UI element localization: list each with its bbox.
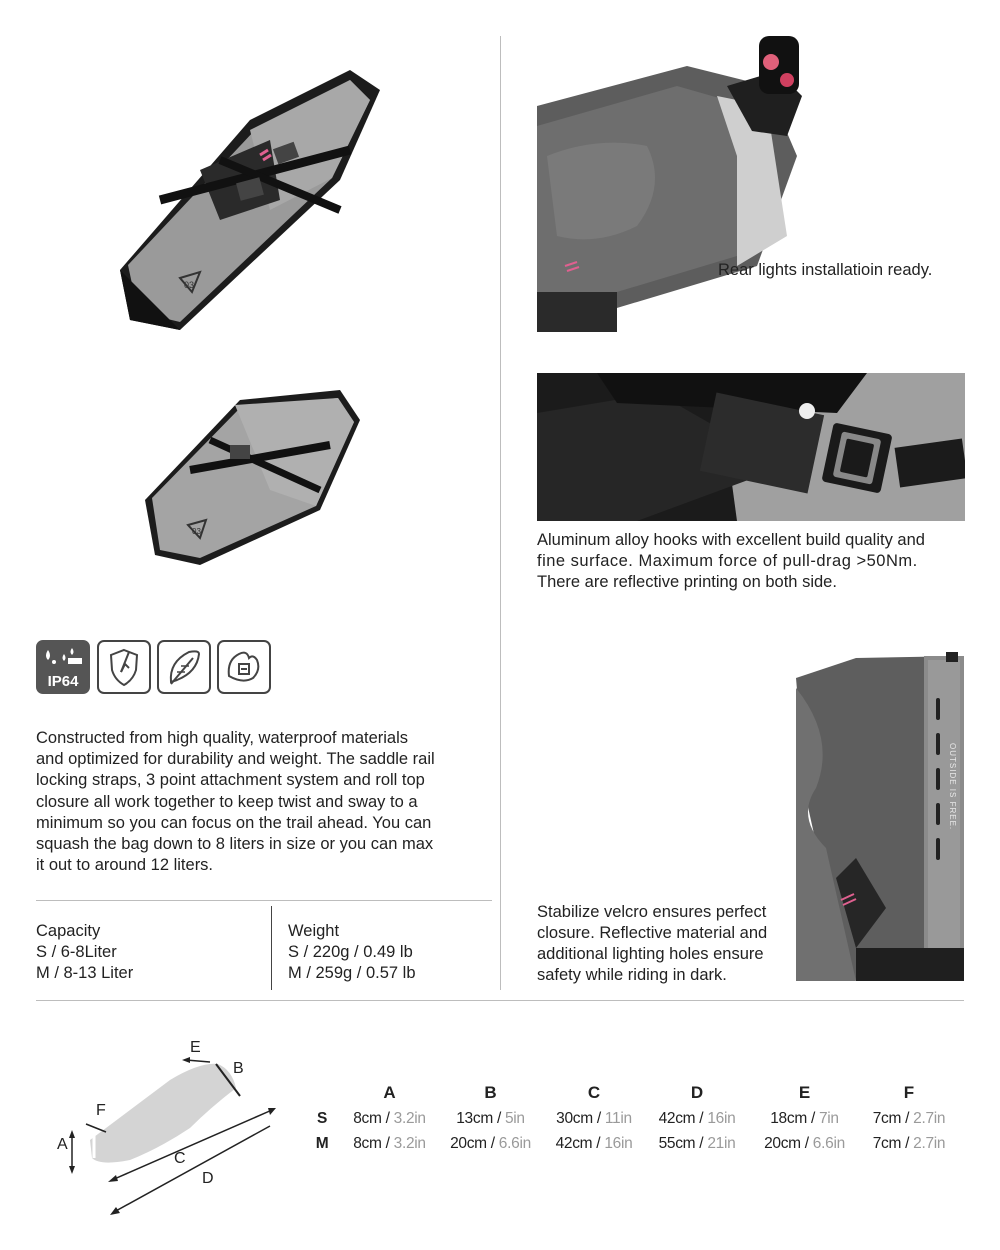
capacity-medium: M / 8-13 Liter [36,964,134,982]
row-label-m: M [315,1134,329,1152]
velcro-caption [537,902,767,986]
capacity-spec [36,921,133,984]
table-row-m [302,1131,959,1156]
center-divider [500,36,501,990]
cell-s-b: 13cm / 5in [456,1109,525,1127]
description-line: minimum so you can focus on the trail ahead. You can [36,813,432,832]
weight-small: S / 220g / 0.49 lb [288,943,413,961]
hooks-caption-line: Aluminum alloy hooks with excellent build quality and [537,531,925,549]
header-d: D [690,1083,704,1102]
row-label-s: S [316,1109,328,1127]
cell-s-e: 18cm / 7in [770,1109,839,1127]
dim-label-e: E [190,1039,201,1056]
velcro-reflective-photo [796,648,964,981]
description-line: squash the bag down to 8 liters in size or you can max [36,835,434,854]
capacity-small: S / 6-8Liter [36,943,117,961]
hooks-caption-line: There are reflective printing on both side. [537,573,837,591]
header-a: A [383,1083,396,1102]
cell-m-a: 8cm / 3.2in [353,1134,426,1152]
weight-medium: M / 259g / 0.57 lb [288,964,416,982]
weight-spec [288,921,416,984]
velcro-caption-line: additional lighting holes ensure [537,945,764,963]
ip64-label: IP64 [47,673,79,690]
dim-label-a: A [57,1136,68,1153]
tough-arm-icon [217,640,271,694]
dim-label-b: B [233,1060,244,1077]
header-c: C [587,1083,601,1102]
ip64-icon [36,640,90,694]
table-divider [36,1000,964,1001]
velcro-caption-line: closure. Reflective material and [537,924,768,942]
cell-m-d: 55cm / 21in [658,1134,736,1152]
header-f: F [903,1083,915,1102]
dimension-diagram [50,1030,290,1230]
cell-s-f: 7cm / 2.7in [872,1109,946,1127]
hooks-caption-line: fine surface. Maximum force of pull-drag >50Nm. [537,552,918,570]
velcro-caption-line: safety while riding in dark. [537,966,727,984]
cell-s-a: 8cm / 3.2in [353,1109,426,1127]
reflective-print: OUTSIDE IS FREE. [948,743,957,831]
product-description [36,728,476,876]
weight-title: Weight [288,922,340,940]
description-line: and optimized for durability and weight. The saddle rail [36,750,435,769]
spec-divider [36,900,492,901]
feather-icon [157,640,211,694]
saddle-bag-small-photo [140,380,365,570]
table-row-s [302,1106,959,1131]
velcro-caption-line: Stabilize velcro ensures perfect [537,903,767,921]
size-table-header [302,1080,959,1106]
rear-light-caption: Rear lights installatioin ready. [718,261,933,279]
hooks-caption [537,530,925,593]
cell-m-b: 20cm / 6.6in [450,1134,531,1152]
description-line: closure all work together to keep twist and sway to a [36,792,418,811]
dim-label-c: C [174,1150,186,1167]
cell-m-f: 7cm / 2.7in [872,1134,946,1152]
header-e: E [798,1083,811,1102]
saddle-bag-large-photo [100,60,400,340]
capacity-title: Capacity [36,922,101,940]
cell-m-e: 20cm / 6.6in [764,1134,845,1152]
buckle-hook-photo [537,373,965,521]
bag-logo-03-small: 03 [192,527,201,536]
spec-column-divider [271,906,272,990]
dim-label-f: F [96,1102,106,1119]
cell-s-d: 42cm / 16in [658,1109,736,1127]
bag-logo-03: 03 [184,280,195,290]
dim-label-d: D [202,1170,214,1187]
cell-s-c: 30cm / 11in [556,1109,632,1127]
description-line: it out to around 12 liters. [36,856,214,875]
cell-m-c: 42cm / 16in [555,1134,633,1152]
description-line: Constructed from high quality, waterproof materials [36,729,409,747]
description-line: locking straps, 3 point attachment system and roll top [36,771,425,790]
size-table [302,1080,959,1156]
rear-light-photo [537,36,807,332]
header-blank [302,1080,342,1106]
header-b: B [484,1083,497,1102]
shield-icon [97,640,151,694]
